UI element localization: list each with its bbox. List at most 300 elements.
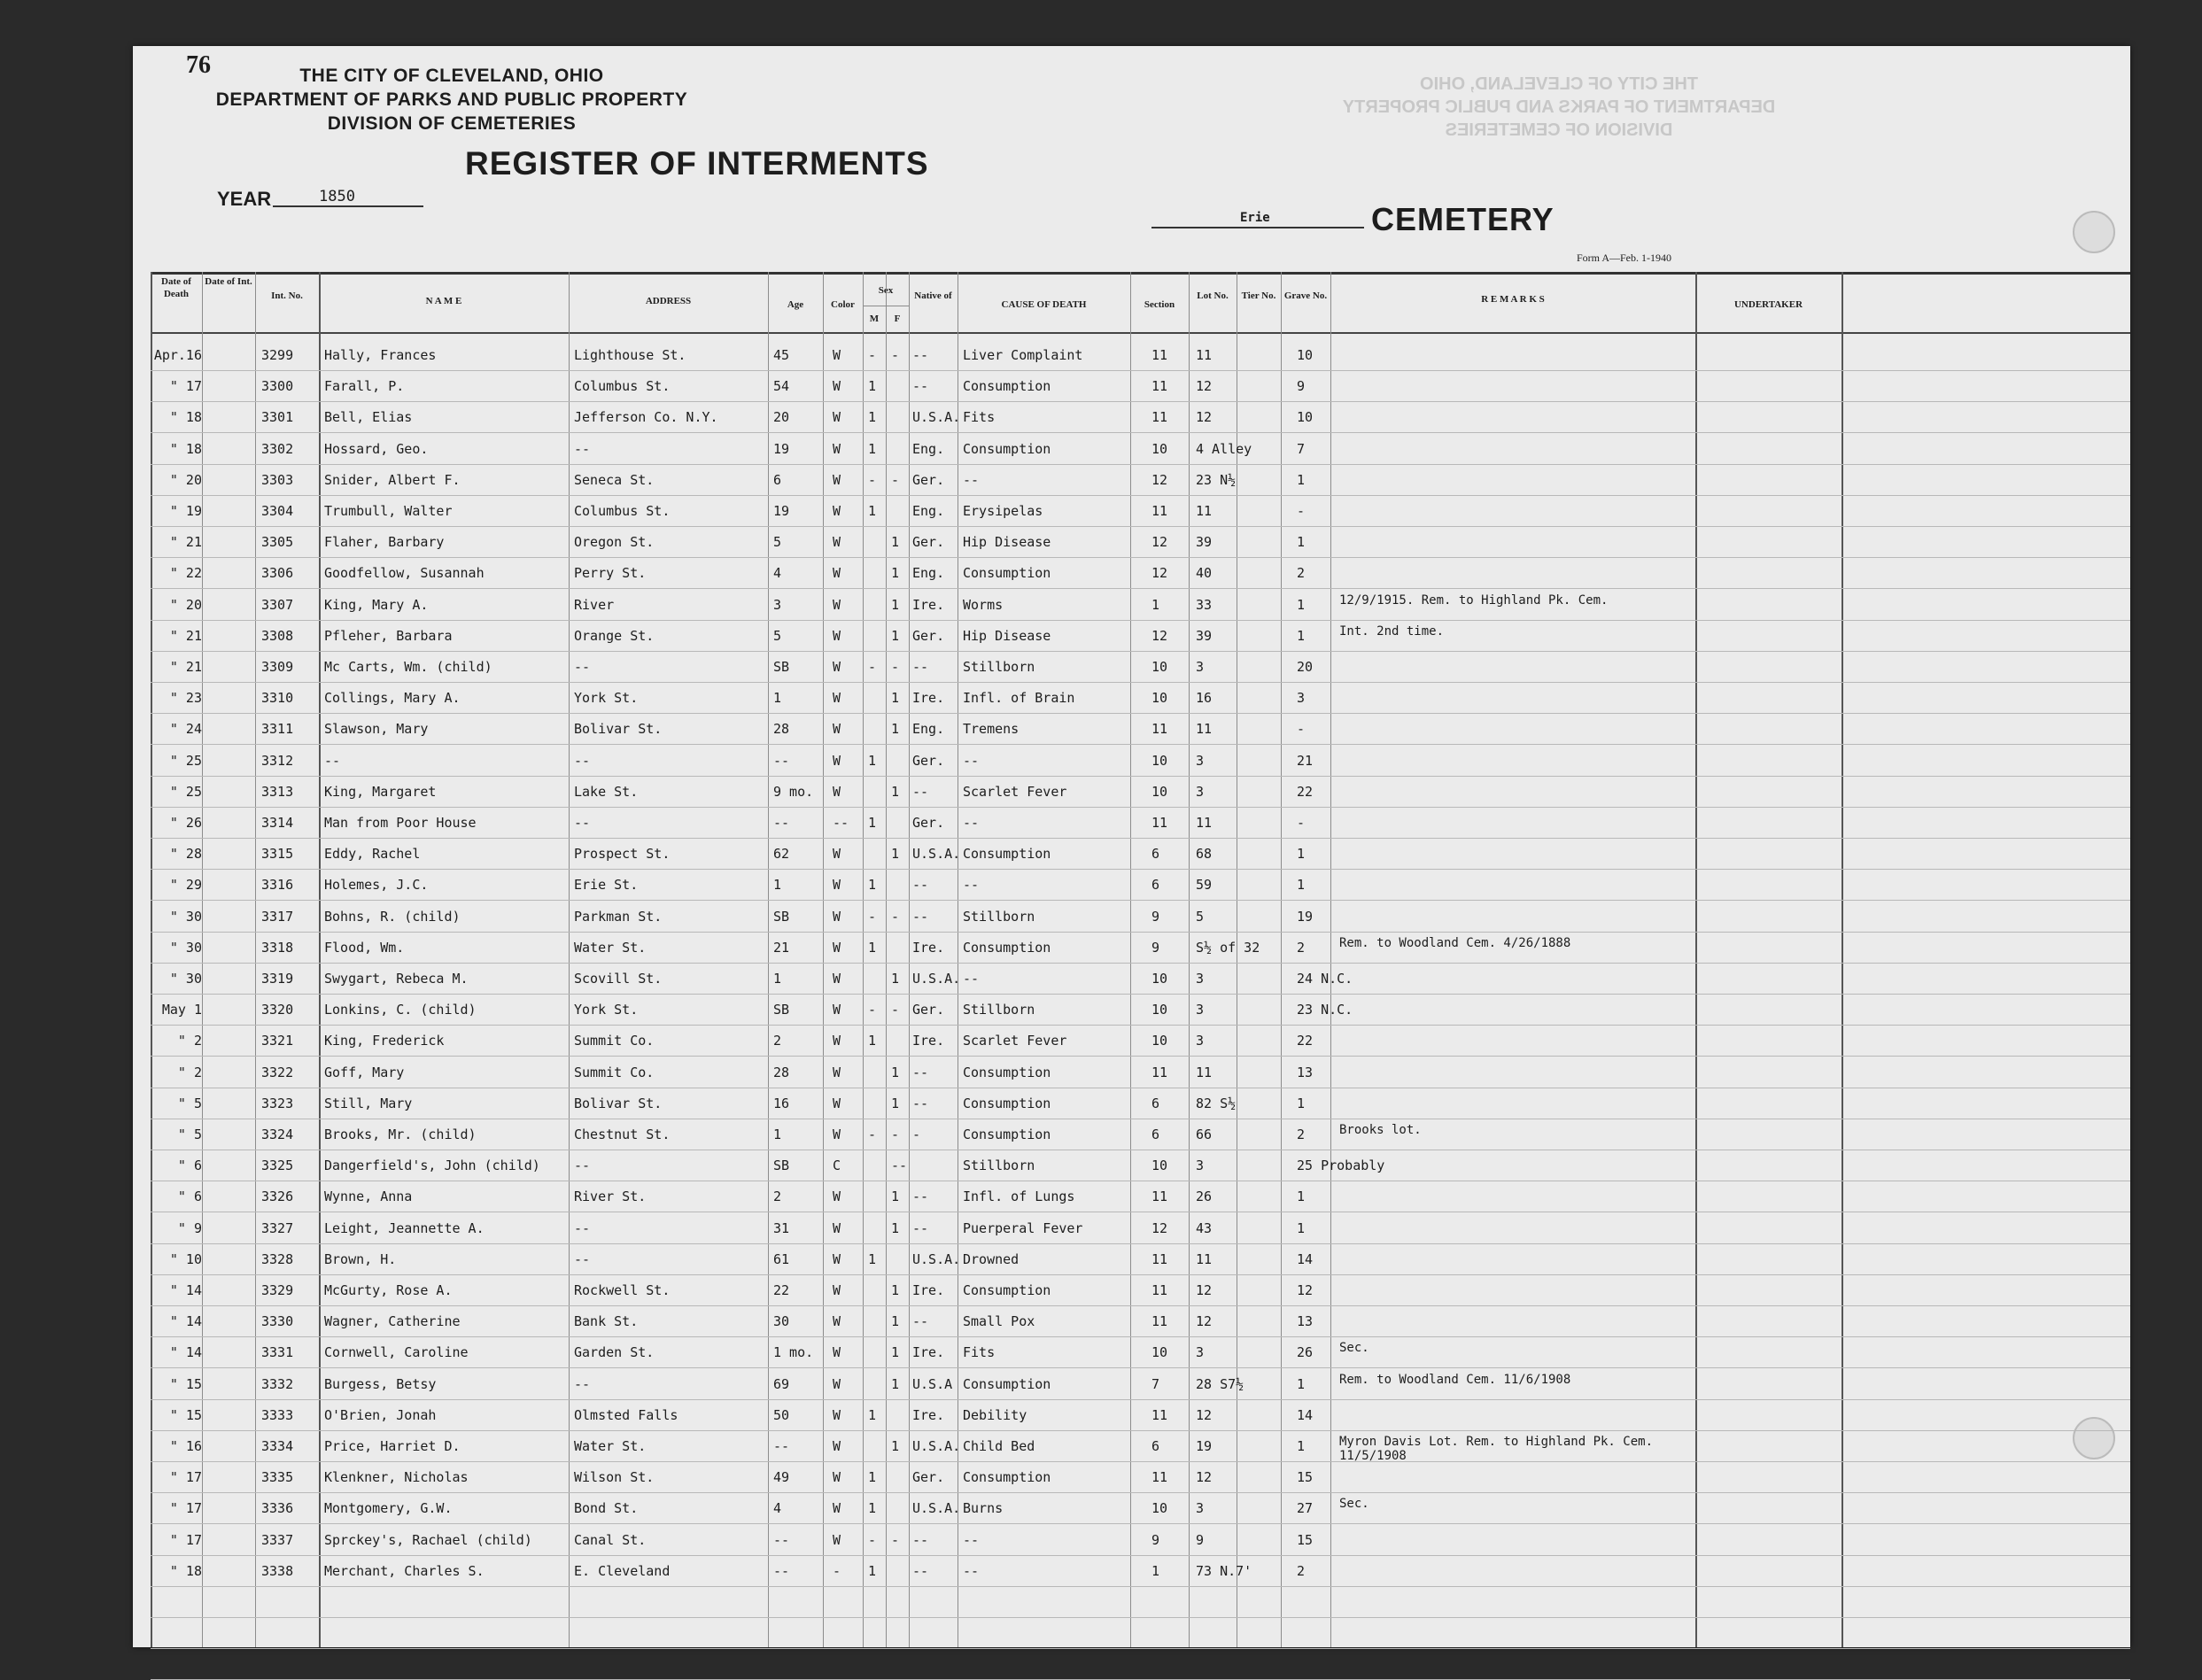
cell-no: 3333 [261,1406,294,1423]
cell-lot: 39 [1196,627,1213,644]
cell-grave: 2 [1297,1562,1306,1579]
cell-sec: 12 [1151,471,1168,488]
cell-color: W [833,440,841,457]
col-header-undertaker: UNDERTAKER [1733,299,1803,310]
cell-color: W [833,1531,841,1548]
cell-sec: 11 [1151,1188,1168,1205]
cell-grave: 1 [1297,1375,1306,1392]
cell-sec: 10 [1151,1002,1168,1018]
cell-name: Price, Harriet D. [324,1438,461,1454]
cell-lot: 3 [1196,1500,1205,1517]
cell-color: W [833,1344,841,1361]
col-header-tier: Tier No. [1241,290,1276,301]
cell-addr: -- [574,1219,591,1236]
cell-addr: -- [574,440,591,457]
cell-date: " 18 [169,1562,202,1579]
cell-sec: 10 [1151,1500,1168,1517]
cell-addr: Seneca St. [574,471,655,488]
cell-sec: 11 [1151,1406,1168,1423]
cell-m: - [868,908,877,925]
cell-color: W [833,1375,841,1392]
cell-addr: Rockwell St. [574,1282,671,1298]
col-header-sex: Sex [878,285,894,296]
cell-sec: 10 [1151,1157,1168,1174]
cell-lot: 82 S½ [1196,1095,1237,1111]
cell-age: 61 [773,1250,790,1267]
cell-sec: 9 [1151,939,1160,956]
cell-native: Ger. [912,752,945,769]
cell-native: U.S.A. [912,1438,961,1454]
cell-lot: 28 S7½ [1196,1375,1244,1392]
cell-age: 45 [773,347,790,363]
cell-color: - [833,1562,841,1579]
cell-no: 3301 [261,409,294,426]
cell-f: 1 [891,1219,900,1236]
cell-native: -- [912,378,929,395]
cell-m: 1 [868,409,877,426]
cell-addr: Canal St. [574,1531,647,1548]
cell-addr: Bank St. [574,1313,639,1330]
cell-no: 3322 [261,1064,294,1080]
col-header-name: N A M E [425,296,462,306]
cell-addr: Chestnut St. [574,1126,671,1142]
cell-age: SB [773,908,790,925]
cell-cause: Scarlet Fever [963,783,1067,800]
cell-cause: Fits [963,409,996,426]
cell-grave: - [1297,815,1306,831]
cell-name: King, Mary A. [324,596,429,613]
cell-lot: 3 [1196,783,1205,800]
cell-name: Flaher, Barbary [324,534,445,551]
cell-no: 3313 [261,783,294,800]
department-header [204,64,700,135]
cell-grave: - [1297,503,1306,519]
cell-color: W [833,1064,841,1080]
cell-m: 1 [868,1562,877,1579]
cell-cause: Fits [963,1344,996,1361]
table-row [151,409,2130,436]
cell-grave: 22 [1297,783,1314,800]
table-row [151,784,2130,810]
cell-color: W [833,596,841,613]
table-row [151,378,2130,405]
cell-date: " 9 [177,1219,202,1236]
cell-native: Ire. [912,1344,945,1361]
cell-age: 31 [773,1219,790,1236]
cell-f: - [891,471,900,488]
cell-f: 1 [891,1438,900,1454]
cell-cause: Liver Complaint [963,347,1083,363]
cell-no: 3311 [261,721,294,738]
cell-cause: Consumption [963,1095,1051,1111]
cell-grave: 10 [1297,347,1314,363]
cell-cause: -- [963,1562,980,1579]
row-rule [151,1617,2130,1618]
cell-addr: Water St. [574,1438,647,1454]
cell-grave: 2 [1297,939,1306,956]
cell-color: W [833,659,841,675]
cell-grave: 26 [1297,1344,1314,1361]
cell-m: 1 [868,1033,877,1049]
cell-remarks: Sec. [1339,1341,1369,1356]
cell-sec: 11 [1151,347,1168,363]
cell-m: 1 [868,752,877,769]
cell-m: 1 [868,1500,877,1517]
cell-grave: 14 [1297,1250,1314,1267]
col-header-date-death: Date of Death [161,276,191,299]
cell-grave: 1 [1297,1438,1306,1454]
cell-name: Snider, Albert F. [324,471,461,488]
cell-m: 1 [868,1406,877,1423]
cell-no: 3336 [261,1500,294,1517]
cell-no: 3338 [261,1562,294,1579]
cell-color: W [833,1500,841,1517]
cell-lot: 73 N.7' [1196,1562,1252,1579]
cell-lot: 68 [1196,846,1213,863]
cell-f: 1 [891,971,900,987]
cell-name: Dangerfield's, John (child) [324,1157,540,1174]
cell-native: U.S.A. [912,846,961,863]
cell-no: 3315 [261,846,294,863]
cell-cause: Consumption [963,1375,1051,1392]
cell-addr: -- [574,1157,591,1174]
cell-age: 1 [773,877,782,894]
cell-sec: 10 [1151,440,1168,457]
cell-grave: 1 [1297,877,1306,894]
cell-addr: Olmsted Falls [574,1406,678,1423]
cell-grave: 22 [1297,1033,1314,1049]
cell-addr: -- [574,815,591,831]
cell-f: - [891,347,900,363]
cemetery-underline [1151,227,1364,228]
cell-m: 1 [868,877,877,894]
cell-no: 3299 [261,347,294,363]
cell-m: - [868,471,877,488]
table-row [151,721,2130,747]
cell-sec: 9 [1151,1531,1160,1548]
cell-f: 1 [891,627,900,644]
col-header-remarks: R E M A R K S [1481,294,1545,305]
header-line-2: DEPARTMENT OF PARKS AND PUBLIC PROPERTY [215,89,688,110]
cell-name: Wagner, Catherine [324,1313,461,1330]
table-row [151,877,2130,903]
cell-no: 3323 [261,1095,294,1111]
col-header-section: Section [1144,299,1175,310]
cell-name: King, Frederick [324,1033,445,1049]
cell-sec: 10 [1151,659,1168,675]
cell-name: Cornwell, Caroline [324,1344,469,1361]
cell-age: 69 [773,1375,790,1392]
cell-addr: Oregon St. [574,534,655,551]
register-title: REGISTER OF INTERMENTS [465,145,929,182]
cell-cause: -- [963,1531,980,1548]
cell-f: 1 [891,596,900,613]
cell-cause: -- [963,471,980,488]
cell-lot: 12 [1196,1469,1213,1486]
table-row [151,690,2130,716]
cell-no: 3317 [261,908,294,925]
cell-color: W [833,1126,841,1142]
cell-date: " 14 [169,1313,202,1330]
col-header-sex-f: F [894,314,901,324]
cell-date: " 30 [169,908,202,925]
cell-date: " 24 [169,721,202,738]
cell-native: Ire. [912,1406,945,1423]
cell-age: 1 [773,971,782,987]
cell-lot: 9 [1196,1531,1205,1548]
cell-sec: 10 [1151,1344,1168,1361]
cell-native: Ire. [912,939,945,956]
cell-age: 5 [773,627,782,644]
cell-no: 3310 [261,690,294,707]
cell-age: 28 [773,721,790,738]
cell-sec: 11 [1151,1469,1168,1486]
cell-cause: Consumption [963,846,1051,863]
cell-date: " 28 [169,846,202,863]
header-line-1: THE CITY OF CLEVELAND, OHIO [299,66,604,86]
cell-age: 50 [773,1406,790,1423]
register-page [133,46,2130,1647]
cell-date: " 17 [169,1469,202,1486]
cell-addr: River [574,596,615,613]
cell-no: 3306 [261,565,294,582]
cell-cause: Consumption [963,565,1051,582]
cell-no: 3316 [261,877,294,894]
cell-grave: 2 [1297,1126,1306,1142]
cell-age: -- [773,815,790,831]
cell-date: " 14 [169,1344,202,1361]
cell-m: - [868,659,877,675]
cell-native: -- [912,347,929,363]
cell-date: " 2 [177,1033,202,1049]
cell-f: 1 [891,1313,900,1330]
cell-date: " 14 [169,1282,202,1298]
cell-name: Hally, Frances [324,347,437,363]
cell-sec: 10 [1151,690,1168,707]
cell-remarks: Rem. to Woodland Cem. 11/6/1908 [1339,1372,1571,1387]
col-header-cause: CAUSE OF DEATH [1001,299,1087,310]
cell-sec: 10 [1151,1033,1168,1049]
cell-sec: 6 [1151,1095,1160,1111]
cell-name: Goodfellow, Susannah [324,565,485,582]
cell-native: -- [912,783,929,800]
cell-name: Pfleher, Barbara [324,627,453,644]
cell-sec: 11 [1151,721,1168,738]
cell-f: - [891,1531,900,1548]
cell-addr: Parkman St. [574,908,663,925]
cell-name: Burgess, Betsy [324,1375,437,1392]
page-number: 76 [186,51,211,79]
cell-color: W [833,783,841,800]
table-row [151,1282,2130,1309]
cell-no: 3325 [261,1157,294,1174]
cell-age: -- [773,1531,790,1548]
cell-addr: Wilson St. [574,1469,655,1486]
cell-name: Bell, Elias [324,409,413,426]
cell-grave: 27 [1297,1500,1314,1517]
cell-native: Ire. [912,690,945,707]
cell-f: 1 [891,1188,900,1205]
cell-color: W [833,846,841,863]
cell-addr: Erie St. [574,877,639,894]
cell-addr: River St. [574,1188,647,1205]
cell-grave: 19 [1297,908,1314,925]
cell-cause: Infl. of Lungs [963,1188,1075,1205]
cell-date: May 1 [161,1002,202,1018]
cell-date: " 17 [169,1500,202,1517]
cell-name: Merchant, Charles S. [324,1562,485,1579]
cell-addr: -- [574,659,591,675]
cell-name: King, Margaret [324,783,437,800]
cell-color: W [833,409,841,426]
cell-date: " 29 [169,877,202,894]
table-row [151,1407,2130,1434]
cell-grave: 1 [1297,471,1306,488]
cell-grave: 1 [1297,1095,1306,1111]
table-row [151,1095,2130,1122]
cell-no: 3330 [261,1313,294,1330]
cell-sec: 1 [1151,596,1160,613]
cell-native: U.S.A [912,1375,953,1392]
cell-f: 1 [891,1375,900,1392]
cell-name: Wynne, Anna [324,1188,413,1205]
col-header-address: ADDRESS [645,296,692,306]
cell-name: Holemes, J.C. [324,877,429,894]
cell-lot: 11 [1196,347,1213,363]
cell-color: W [833,752,841,769]
cell-date: " 18 [169,440,202,457]
cell-cause: Worms [963,596,1004,613]
cell-grave: 24 N.C. [1297,971,1353,987]
cell-grave: 13 [1297,1064,1314,1080]
cell-name: Bohns, R. (child) [324,908,461,925]
cell-no: 3326 [261,1188,294,1205]
cell-color: C [833,1157,841,1174]
cell-date: " 20 [169,596,202,613]
cell-lot: 3 [1196,1157,1205,1174]
row-rule [151,1648,2130,1649]
cell-native: -- [912,1313,929,1330]
cell-no: 3335 [261,1469,294,1486]
cell-no: 3329 [261,1282,294,1298]
cell-age: 2 [773,1033,782,1049]
cell-cause: Infl. of Brain [963,690,1075,707]
cell-remarks: Myron Davis Lot. Rem. to Highland Pk. Cem. 11/5/1908 [1339,1435,1654,1463]
cell-age: 16 [773,1095,790,1111]
cell-cause: Puerperal Fever [963,1219,1083,1236]
cell-f: - [891,1002,900,1018]
bleed-through-text: THE CITY OF CLEVELAND, OHIO DEPARTMENT OF PARKS AND PUBLIC PROPERTY DIVISION OF CEMETERIES [1342,74,1776,140]
cell-age: -- [773,1562,790,1579]
cell-lot: 16 [1196,690,1213,707]
cell-native: -- [912,1219,929,1236]
cell-sec: 11 [1151,409,1168,426]
cell-grave: 7 [1297,440,1306,457]
cell-name: Klenkner, Nicholas [324,1469,469,1486]
cell-color: W [833,1188,841,1205]
cell-f: - [891,659,900,675]
cell-name: Sprckey's, Rachael (child) [324,1531,532,1548]
cell-lot: 66 [1196,1126,1213,1142]
cell-age: 3 [773,596,782,613]
cell-date: " 30 [169,939,202,956]
cell-name: Goff, Mary [324,1064,405,1080]
cell-addr: -- [574,1250,591,1267]
cell-date: " 25 [169,752,202,769]
cell-date: " 17 [169,1531,202,1548]
table-header-rule [151,332,2130,334]
cell-lot: 12 [1196,1313,1213,1330]
cell-age: 22 [773,1282,790,1298]
cell-date: " 21 [169,534,202,551]
cell-native: Ire. [912,1033,945,1049]
cell-m: 1 [868,815,877,831]
cell-age: SB [773,1157,790,1174]
cell-native: U.S.A. [912,1500,961,1517]
table-row [151,971,2130,997]
cell-f: 1 [891,1095,900,1111]
cell-lot: 43 [1196,1219,1213,1236]
cell-lot: 12 [1196,1406,1213,1423]
cell-color: W [833,721,841,738]
cell-sec: 10 [1151,783,1168,800]
cell-native: Eng. [912,721,945,738]
cell-f: 1 [891,1064,900,1080]
cell-lot: 3 [1196,659,1205,675]
table-row [151,1188,2130,1215]
cell-date: " 5 [177,1095,202,1111]
cell-color: W [833,347,841,363]
cell-lot: 11 [1196,815,1213,831]
table-row [151,592,2130,623]
cell-no: 3300 [261,378,294,395]
cell-addr: Columbus St. [574,378,671,395]
cell-age: -- [773,1438,790,1454]
table-row [151,1497,2130,1527]
cell-date: " 10 [169,1250,202,1267]
cell-age: 1 [773,690,782,707]
cell-age: SB [773,1002,790,1018]
cell-name: -- [324,752,341,769]
cell-age: 2 [773,1188,782,1205]
cell-no: 3307 [261,596,294,613]
cell-sec: 6 [1151,846,1160,863]
cell-date: " 6 [177,1157,202,1174]
cell-addr: Bolivar St. [574,721,663,738]
cell-lot: 23 N½ [1196,471,1237,488]
table-row [151,1251,2130,1278]
cell-f: - [891,908,900,925]
cell-no: 3319 [261,971,294,987]
table-row [151,503,2130,530]
cell-addr: Lake St. [574,783,639,800]
cell-cause: Hip Disease [963,627,1051,644]
cell-name: Still, Mary [324,1095,413,1111]
year-value: 1850 [319,188,355,205]
cell-sec: 12 [1151,565,1168,582]
cell-name: Mc Carts, Wm. (child) [324,659,492,675]
table-row [151,441,2130,468]
cell-lot: 12 [1196,409,1213,426]
cell-no: 3309 [261,659,294,675]
cell-native: U.S.A. [912,971,961,987]
cell-color: W [833,1406,841,1423]
cell-addr: Water St. [574,939,647,956]
cell-m: - [868,1002,877,1018]
cell-lot: 11 [1196,1250,1213,1267]
cell-lot: 11 [1196,721,1213,738]
cell-no: 3320 [261,1002,294,1018]
